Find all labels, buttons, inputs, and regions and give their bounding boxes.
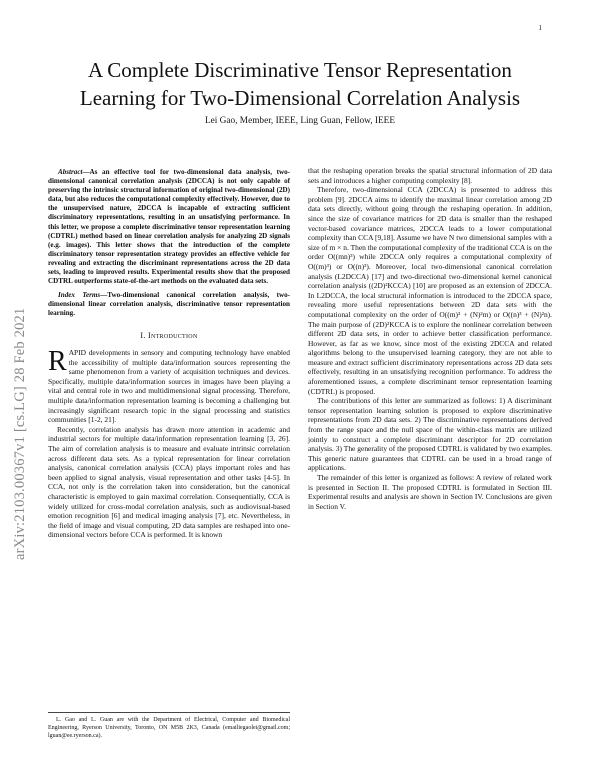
index-terms-text: —Two-dimensional canonical correlation analysis, two-dimensional linear correlation analysis, discriminative tensor representation learning.	[48, 291, 290, 318]
abstract-text: —As an effective tool for two-dimensional data analysis, two-dimensional canonical correlation analysis (2DCCA) is not only capable of preserving the intrinsic structural information of original two-dimensional (2D) data, but also reduces the computational complexity effectively. However, due to the unsupervised nature, 2DCCA is incapable of extracting sufficient discriminatory representations, resulting in an unsatisfying performance. In this letter, we propose a complete discriminative tensor representation learning (CDTRL) method based on linear correlation analysis for analyzing 2D signals (e.g. images). This letter shows that the introduction of the complete discriminatory tensor representation strategy provides an effective vehicle for revealing and extracting the discriminant representations across the 2D data sets, leading to improved results. Experimental results show that the proposed CDTRL outperforms state-of-the-art methods on the evaluated data sets.	[48, 168, 290, 286]
intro-paragraph-3: Therefore, two-dimensional CCA (2DCCA) is presented to address this problem [9]. 2DCCA aims to identify the maximal linear correlation among 2D data sets directly, without going through the reshaping operation. In addition, since the size of covariance matrices for 2D data is smaller than the reshaped vector-based covariance matrices, 2DCCA leads to a lower computational complexity than CCA [9,18]. Assume we have N two dimensional samples with a size of m × n. Then the computational complexity of the traditional CCA is on the order O((mn)³) while 2DCCA only requires a computational complexity of O((m)³) or O((n)³). Moreover, local two-dimensional canonical correlation analysis (L2DCCA) [17] and two-directional two-dimensional kernel canonical correlation analysis ((2D)²KCCA) [10] are proposed as an extension of 2DCCA. In L2DCCA, the local structural information is introduced to the 2DCCA space, revealing more useful representations between 2D data sets with the computational complexity on the order of O((m)³ + (N)²m) or O((n)³ + (N)²n). The main purpose of (2D)²KCCA is to explore the nonlinear correlation between different 2D data sets, in order to achieve better classification performance. However, as far as we know, since most of the existing 2DCCA and related algorithms belong to the unsupervised learning category, they are not able to measure and extract sufficient discriminatory representations across 2D data sets effectively, resulting in an unsatisfying recognition performance. To address the aforementioned issues, a complete discriminant tensor representation learning (CDTRL) is proposed.	[308, 185, 552, 396]
section-heading-introduction	[48, 331, 290, 341]
section-title: Introduction	[147, 330, 198, 340]
index-terms	[48, 291, 290, 318]
intro-paragraph-1	[48, 348, 290, 425]
left-column	[48, 168, 290, 540]
right-column	[308, 166, 552, 511]
paper-title: A Complete Discriminative Tensor Representation Learning for Two-Dimensional Correlation Analysis	[79, 58, 521, 110]
contributions-paragraph: The contributions of this letter are summarized as follows: 1) A discriminant tensor representation learning solution is proposed to explore discriminative representations from 2D data sets. 2) The discriminative representations derived from the range space and the null space of the within-class matrix are utilized jointly to construct a complete discriminant descriptor for 2D correlation analysis. 3) The generality of the proposed CDTRL is validated by two examples. This generic nature guarantees that CDTRL can be used in a broad range of applications.	[308, 396, 552, 473]
footnote-text: L. Gao and L. Guan are with the Department of Electrical, Computer and Biomedical Engineering, Ryerson University, Toronto, ON M5B 2K3, Canada (emailiegaolei@gmail.com; lguan@ee.ryerson.ca).	[48, 717, 290, 739]
intro-paragraph-2: Recently, correlation analysis has drawn more attention in academic and industrial sectors for multiple data/information representation learning [3, 26]. The aim of correlation analysis is to measure and evaluate intrinsic correlation across different data sets. As a typical representation for linear correlation analysis, canonical correlation analysis (CCA) plays important roles and has been applied to signal analysis, visual representation and other tasks [4-5]. In CCA, not only is the correlation taken into consideration, but the canonical characteristic is employed to gain maximal correlation. Consequentially, CCA is widely utilized for cross-modal correlation analysis, such as audiovisual-based emotion recognition [6] and medical imaging analysis [7], etc. Nevertheless, in the field of image and visual computing, 2D data samples are reshaped into one-dimensional vectors before CCA is performed. It is known	[48, 424, 290, 540]
page-number: 1	[538, 24, 542, 32]
abstract	[48, 168, 290, 286]
author-line: Lei Gao, Member, IEEE, Ling Guan, Fellow, IEEE	[204, 116, 396, 126]
section-number: I.	[140, 330, 146, 340]
index-terms-label: Index Terms	[58, 291, 101, 300]
intro-paragraph-2-continued: that the reshaping operation breaks the spatial structural information of 2D data sets and introduces a higher computing complexity [8].	[308, 166, 552, 185]
abstract-label: Abstract	[58, 168, 83, 176]
author-affiliation-footnote	[48, 712, 290, 740]
organization-paragraph: The remainder of this letter is organized as follows: A review of related work is presented in Section II. The proposed CDTRL is formulated in Section III. Experimental results and analysis are shown in Section IV. Conclusions are given in Section V.	[308, 473, 552, 511]
intro-paragraph-1-text: APID developments in sensory and computing technology have enabled the accessibility of multiple data/information sources representing the same phenomenon from a variety of acquisition techniques and devices. Specifically, multiple data/information sources in images have been playing a vital and central role in two and multidimensional signal processing. Therefore, multiple data/information representation learning is becoming a challenging but increasingly significant research topic in the signal processing and statistics communities [1-2, 21].	[48, 348, 290, 425]
arxiv-identifier[interactable]: arXiv:2103.00367v1 [cs.LG] 28 Feb 2021	[12, 307, 28, 560]
drop-cap: R	[48, 346, 67, 378]
